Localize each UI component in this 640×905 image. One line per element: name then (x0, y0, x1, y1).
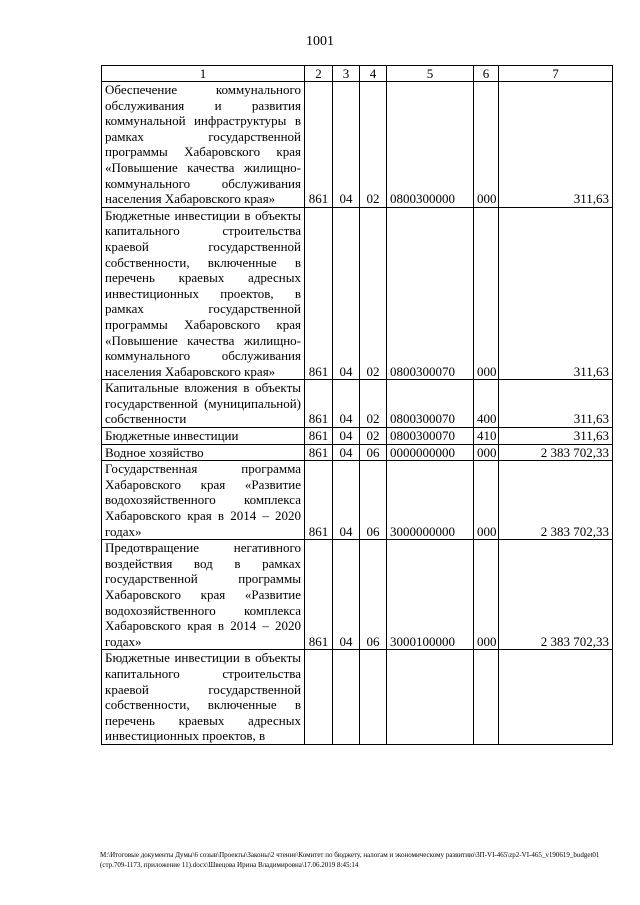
table-row (102, 207, 613, 380)
row-description: Бюджетные инвестиции (102, 428, 305, 445)
expense-type-cell: 000 (474, 82, 499, 208)
amount-cell: 2 383 702,33 (499, 444, 613, 461)
target-code-cell (387, 650, 474, 745)
target-code-cell: 0800300070 (387, 428, 474, 445)
code-cell: 861 (305, 540, 333, 650)
expense-type-cell: 000 (474, 461, 499, 540)
row-description: Предотвращение негативного воздействия вод в рамках государственной программы Хабаровского края «Развитие водохозяйственного комплекса Хабаровского края в 2014 – 2020 годах» (102, 540, 305, 650)
code-cell: 861 (305, 82, 333, 208)
table-row (102, 82, 613, 208)
expense-type-cell: 000 (474, 207, 499, 380)
amount-cell: 311,63 (499, 428, 613, 445)
expense-type-cell: 400 (474, 380, 499, 428)
code-cell: 06 (360, 444, 387, 461)
column-header: 6 (474, 66, 499, 82)
code-cell: 06 (360, 461, 387, 540)
code-cell: 04 (333, 428, 360, 445)
table-header-row (102, 66, 613, 82)
code-cell (305, 650, 333, 745)
column-header: 2 (305, 66, 333, 82)
row-description: Капитальные вложения в объекты государственной (муниципальной) собственности (102, 380, 305, 428)
code-cell: 04 (333, 540, 360, 650)
expense-type-cell: 000 (474, 444, 499, 461)
table-row (102, 540, 613, 650)
column-header: 5 (387, 66, 474, 82)
expense-type-cell: 000 (474, 540, 499, 650)
column-header: 3 (333, 66, 360, 82)
code-cell: 861 (305, 207, 333, 380)
amount-cell: 311,63 (499, 380, 613, 428)
target-code-cell: 0800300000 (387, 82, 474, 208)
code-cell: 861 (305, 428, 333, 445)
code-cell: 04 (333, 444, 360, 461)
code-cell: 06 (360, 540, 387, 650)
row-description: Бюджетные инвестиции в объекты капитального строительства краевой государственной собственности, включенные в перечень краевых адресных инвестиционных проектов, в (102, 650, 305, 745)
code-cell: 861 (305, 444, 333, 461)
target-code-cell: 3000100000 (387, 540, 474, 650)
budget-table (101, 65, 613, 745)
target-code-cell: 0800300070 (387, 207, 474, 380)
code-cell: 02 (360, 428, 387, 445)
column-header: 4 (360, 66, 387, 82)
amount-cell: 2 383 702,33 (499, 540, 613, 650)
expense-type-cell (474, 650, 499, 745)
code-cell: 861 (305, 461, 333, 540)
row-description: Водное хозяйство (102, 444, 305, 461)
code-cell: 04 (333, 380, 360, 428)
amount-cell (499, 650, 613, 745)
target-code-cell: 3000000000 (387, 461, 474, 540)
target-code-cell: 0800300070 (387, 380, 474, 428)
code-cell (360, 650, 387, 745)
amount-cell: 2 383 702,33 (499, 461, 613, 540)
target-code-cell: 0000000000 (387, 444, 474, 461)
row-description: Обеспечение коммунального обслуживания и развития коммунальной инфраструктуры в рамках государственной программы Хабаровского края «Повышение качества жилищно-коммунального обслуживания населения Хабаровского края» (102, 82, 305, 208)
amount-cell: 311,63 (499, 207, 613, 380)
code-cell: 02 (360, 82, 387, 208)
code-cell: 04 (333, 82, 360, 208)
code-cell: 02 (360, 380, 387, 428)
column-header: 1 (102, 66, 305, 82)
footer-file-path: M:\Итоговые документы Думы\6 созыв\Проекты\Законы\2 чтение\Комитет по бюджету, налогам и экономическому развитию\3П-VI-465\zp2-VI-465_v190619_budget01 (стр.709-1173, приложение 11).docx\Швецова Ирина Владимировна\17.06.2019 8:45:14 (100, 851, 600, 869)
code-cell (333, 650, 360, 745)
amount-cell: 311,63 (499, 82, 613, 208)
table-row (102, 444, 613, 461)
table-row (102, 650, 613, 745)
row-description: Государственная программа Хабаровского края «Развитие водохозяйственного комплекса Хабаровского края в 2014 – 2020 годах» (102, 461, 305, 540)
column-header: 7 (499, 66, 613, 82)
code-cell: 04 (333, 461, 360, 540)
code-cell: 04 (333, 207, 360, 380)
row-description: Бюджетные инвестиции в объекты капитального строительства краевой государственной собственности, включенные в перечень краевых адресных инвестиционных проектов, в рамках государственной программы Хабаровского края «Повышение качества жилищно-коммунального обслуживания населения Хабаровского края» (102, 207, 305, 380)
code-cell: 02 (360, 207, 387, 380)
expense-type-cell: 410 (474, 428, 499, 445)
table-row (102, 428, 613, 445)
code-cell: 861 (305, 380, 333, 428)
table-row (102, 380, 613, 428)
table-row (102, 461, 613, 540)
page-number: 1001 (306, 34, 334, 49)
